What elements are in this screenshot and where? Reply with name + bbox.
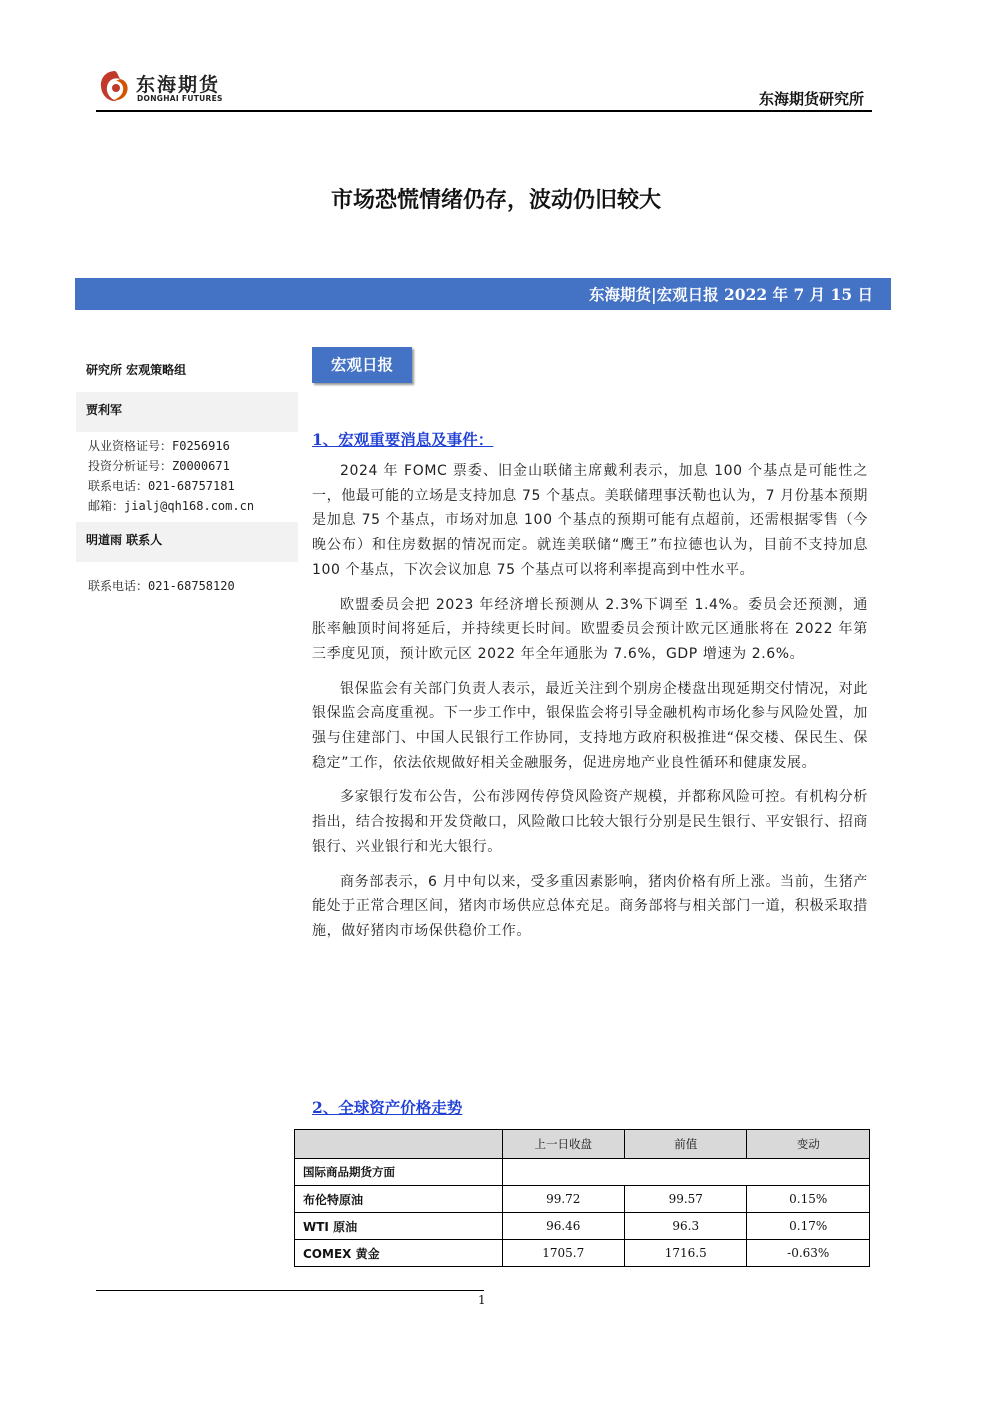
news-paragraph: 银保监会有关部门负责人表示，最近关注到个别房企楼盘出现延期交付情况，对此银保监会高度重视。下一步工作中，银保监会将引导金融机构市场化参与风险处置，加强与住建部门、中国人民银行工作协同，支持地方政府积极推进“保交楼、保民生、保稳定”工作，依法依规做好相关金融服务，促进房地产业良性循环和健康发展。 — [312, 680, 868, 771]
table-header-cell: 变动 — [747, 1130, 870, 1159]
section1-heading: 1、宏观重要消息及事件： — [312, 430, 494, 449]
analyst-name: 贾利军 — [76, 392, 298, 432]
analyst-qualification-line: 从业资格证号：F0256916 — [88, 439, 230, 453]
banner-text: 东海期货|宏观日报 2022 年 7 月 15 日 — [588, 285, 873, 304]
header-organization: 东海期货研究所 — [758, 90, 864, 108]
analyst-investment-line: 投资分析证号：Z0000671 — [88, 459, 230, 473]
section-tag: 宏观日报 — [312, 347, 412, 383]
analyst-details — [76, 432, 298, 522]
author-sidebar — [76, 352, 298, 602]
asset-name: COMEX 黄金 — [295, 1240, 503, 1267]
close-value: 96.46 — [502, 1213, 624, 1240]
table-row — [295, 1240, 870, 1267]
report-banner — [75, 278, 891, 310]
table-row — [295, 1213, 870, 1240]
analyst-email-line[interactable]: 邮箱：jialj@qh168.com.cn — [88, 499, 255, 513]
table-header-cell: 上一日收盘 — [502, 1130, 624, 1159]
document-title: 市场恐慌情绪仍存，波动仍旧较大 — [330, 187, 661, 213]
category-label: 国际商品期货方面 — [295, 1159, 503, 1186]
close-value: 99.72 — [502, 1186, 624, 1213]
table-row — [295, 1186, 870, 1213]
news-paragraph: 2024 年 FOMC 票委、旧金山联储主席戴利表示，加息 100 个基点是可能性之一，他最可能的立场是支持加息 75 个基点。美联储理事沃勒也认为，7 月份基本预期是加息 75 个基点，市场对加息 100 个基点的预期可能有点超前，还需根据零售（今晚公布）和住房数据的情况而定。就连美联储“鹰王”布拉德也认为，目前不支持加息 100 个基点，下次会议加息 75 个基点可以将利率提高到中性水平。 — [312, 463, 868, 578]
asset-price-table — [294, 1129, 870, 1267]
news-paragraph: 商务部表示，6 月中旬以来，受多重因素影响，猪肉价格有所上涨。当前，生猪产能处于正常合理区间，猪肉市场供应总体充足。商务部将与相关部门一道，积极采取措施，做好猪肉市场保供稳价工作。 — [312, 873, 868, 939]
dragon-logo-icon — [96, 68, 134, 106]
table-category-row — [295, 1159, 870, 1186]
close-value: 1705.7 — [502, 1240, 624, 1267]
contact-name: 明道雨 联系人 — [76, 522, 298, 562]
prev-value: 96.3 — [625, 1213, 747, 1240]
news-body — [312, 459, 868, 954]
contact-phone-line: 联系电话：021-68758120 — [88, 579, 235, 593]
table-header-cell: 前值 — [625, 1130, 747, 1159]
change-value: -0.63% — [747, 1240, 870, 1267]
change-value: 0.15% — [747, 1186, 870, 1213]
team-label: 研究所 宏观策略组 — [76, 352, 298, 392]
asset-name: WTI 原油 — [295, 1213, 503, 1240]
asset-name: 布伦特原油 — [295, 1186, 503, 1213]
category-empty-cell — [502, 1159, 869, 1186]
contact-details — [76, 562, 298, 602]
prev-value: 1716.5 — [625, 1240, 747, 1267]
page-number: 1 — [478, 1293, 486, 1307]
analyst-phone-line: 联系电话：021-68757181 — [88, 479, 235, 493]
table-header-row — [295, 1130, 870, 1159]
prev-value: 99.57 — [625, 1186, 747, 1213]
header-divider — [96, 110, 872, 112]
change-value: 0.17% — [747, 1213, 870, 1240]
news-paragraph: 欧盟委员会把 2023 年经济增长预测从 2.3%下调至 1.4%。委员会还预测，通胀率触顶时间将延后，并持续更长时间。欧盟委员会预计欧元区通胀将在 2022 年第三季度见顶，预计欧元区 2022 年全年通胀为 7.6%，GDP 增速为 2.6%。 — [312, 596, 868, 662]
company-logo — [96, 68, 236, 108]
logo-chinese-text: 东海期货 — [136, 74, 221, 96]
logo-english-text: DONGHAI FUTURES — [137, 94, 223, 103]
news-paragraph: 多家银行发布公告，公布涉网传停贷风险资产规模，并都称风险可控。有机构分析指出，结合按揭和开发贷敞口，风险敞口比较大银行分别是民生银行、平安银行、招商银行、兴业银行和光大银行。 — [312, 789, 868, 855]
table-header-cell — [295, 1130, 503, 1159]
section2-heading: 2、全球资产价格走势 — [312, 1098, 463, 1117]
footer-divider — [96, 1290, 484, 1291]
